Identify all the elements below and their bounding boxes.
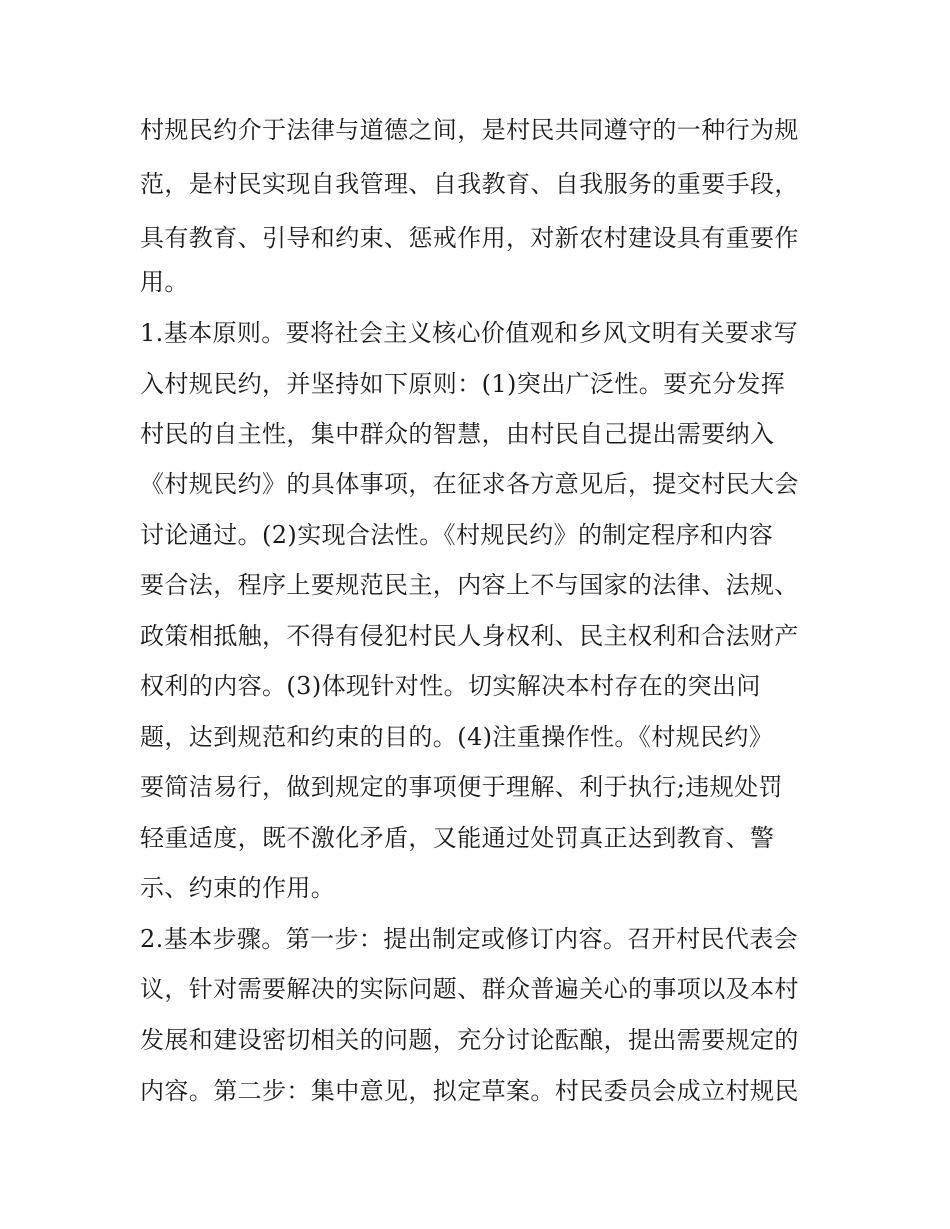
- text-line: 《村规民约》的具体事项，在征求各方意见后，提交村民大会: [140, 470, 799, 498]
- text-line: 用。: [140, 268, 189, 296]
- text-line: 政策相抵触，不得有侵犯村民人身权利、民主权利和合法财产: [140, 622, 799, 650]
- text-line: 1.基本原则。要将社会主义核心价值观和乡风文明有关要求写: [140, 319, 799, 347]
- text-line: 要简洁易行，做到规定的事项便于理解、利于执行;违规处罚: [140, 773, 783, 801]
- text-line: 具有教育、引导和约束、惩戒作用，对新农村建设具有重要作: [140, 224, 799, 252]
- text-line: 轻重适度，既不激化矛盾，又能通过处罚真正达到教育、警: [140, 824, 775, 852]
- text-line: 范，是村民实现自我管理、自我教育、自我服务的重要手段，: [140, 170, 799, 198]
- text-line: 入村规民约，并坚持如下原则：(1)突出广泛性。要充分发挥: [140, 370, 786, 398]
- text-line: 权利的内容。(3)体现针对性。切实解决本村存在的突出问: [140, 672, 761, 700]
- text-line: 发展和建设密切相关的问题，充分讨论酝酿，提出需要规定的: [140, 1026, 799, 1054]
- text-line: 示、约束的作用。: [140, 874, 336, 902]
- text-line: 2.基本步骤。第一步：提出制定或修订内容。召开村民代表会: [140, 925, 799, 953]
- text-line: 村规民约介于法律与道德之间，是村民共同遵守的一种行为规: [140, 116, 799, 144]
- text-line: 内容。第二步：集中意见，拟定草案。村民委员会成立村规民: [140, 1077, 799, 1105]
- text-line: 村民的自主性，集中群众的智慧，由村民自己提出需要纳入: [140, 420, 775, 448]
- text-line: 讨论通过。(2)实现合法性。《村规民约》的制定程序和内容: [140, 521, 774, 549]
- text-line: 议，针对需要解决的实际问题、群众普遍关心的事项以及本村: [140, 975, 799, 1003]
- text-line: 题，达到规范和约束的目的。(4)注重操作性。《村规民约》: [140, 723, 774, 751]
- text-line: 要合法，程序上要规范民主，内容上不与国家的法律、法规、: [140, 571, 799, 599]
